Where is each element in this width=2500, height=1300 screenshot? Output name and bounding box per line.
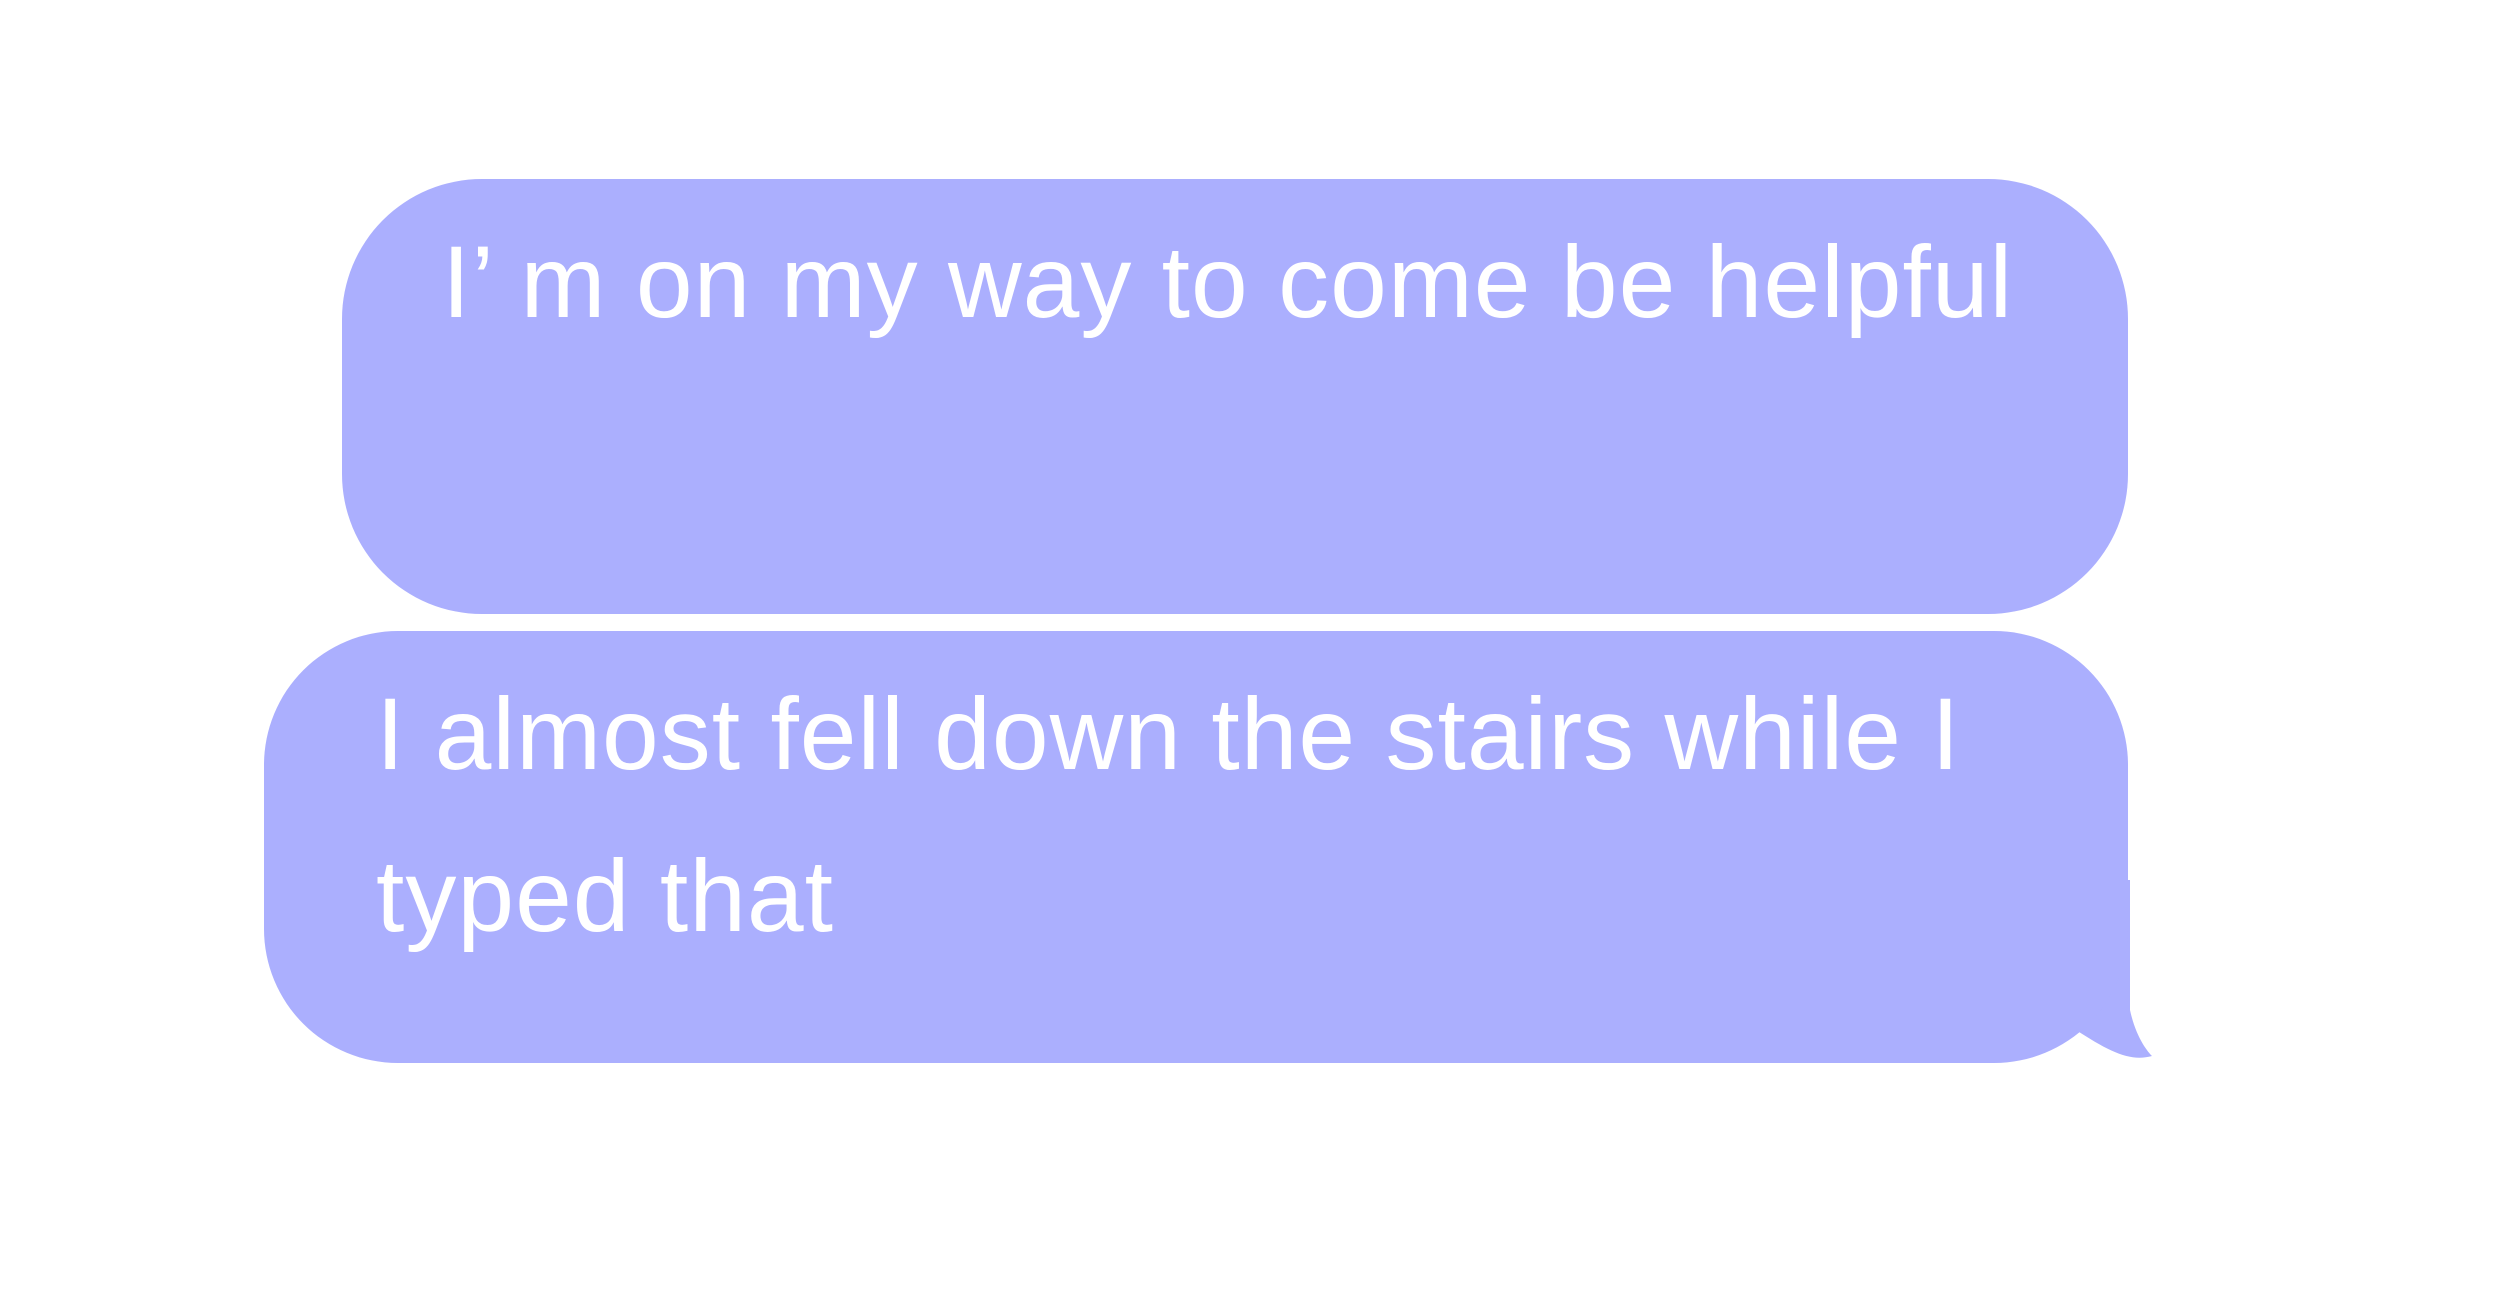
message-text-2: I almost fell down the stairs while I typed that: [376, 677, 1961, 953]
message-text-1: I’ m on my way to come be helpful: [442, 225, 2014, 339]
message-bubble-1[interactable]: [342, 179, 2128, 614]
message-bubble-2[interactable]: [264, 631, 2128, 1063]
